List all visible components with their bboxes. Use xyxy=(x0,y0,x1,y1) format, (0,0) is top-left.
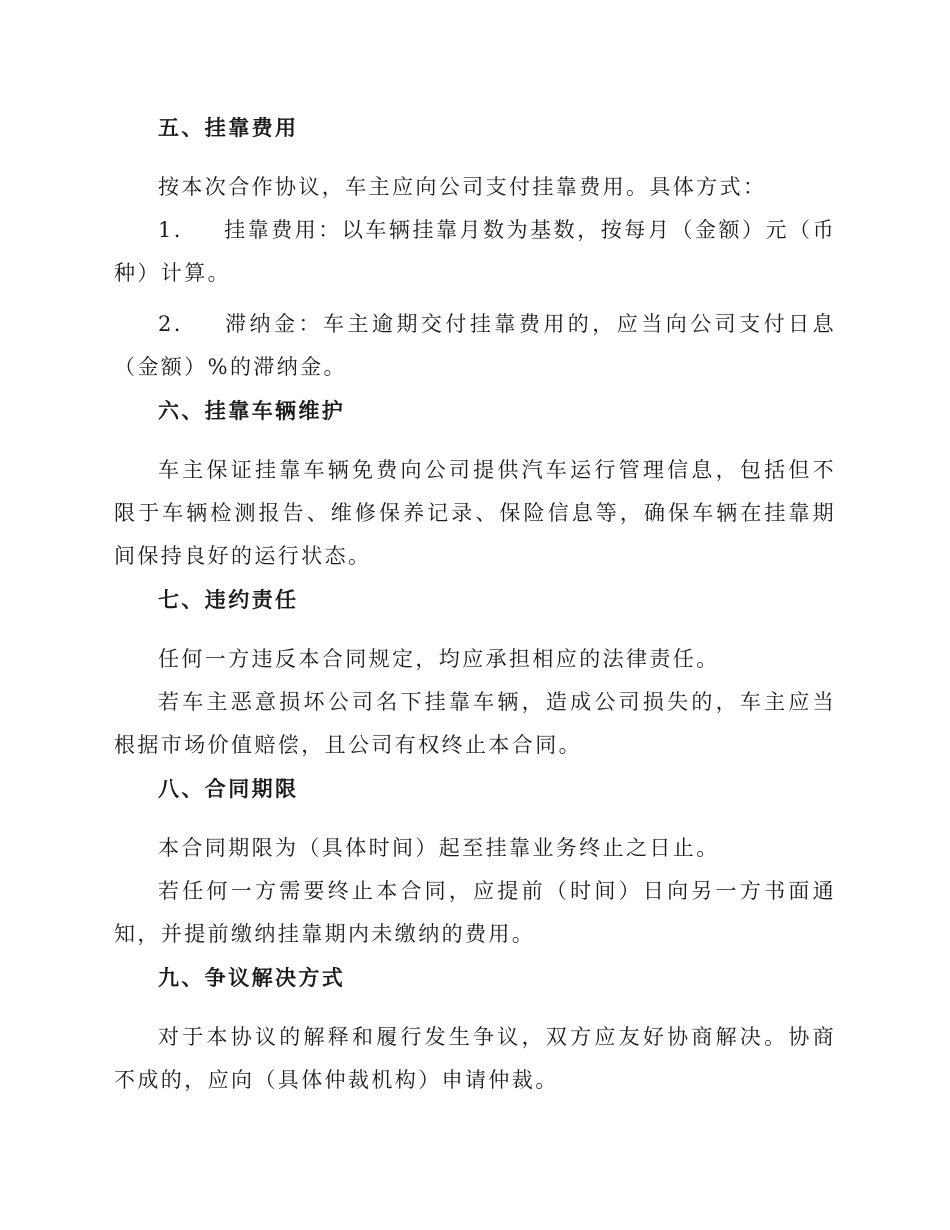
section-heading-fees: 五、挂靠费用 xyxy=(158,115,299,140)
section-fees-item-2 xyxy=(114,303,836,389)
list-item-text: 挂靠费用：以车辆挂靠月数为基数，按每月（金额）元（币种）计算。 xyxy=(114,218,836,285)
section-heading-maintenance: 六、挂靠车辆维护 xyxy=(158,398,346,423)
section-maintenance-paragraph: 车主保证挂靠车辆免费向公司提供汽车运行管理信息，包括但不限于车辆检测报告、维修保养记录、保险信息等，确保车辆在挂靠期间保持良好的运行状态。 xyxy=(114,458,836,568)
list-number: 1. xyxy=(158,218,183,242)
section-dispute-paragraph: 对于本协议的解释和履行发生争议，双方应友好协商解决。协商不成的，应向（具体仲裁机构）申请仲裁。 xyxy=(114,1025,836,1092)
list-number: 2. xyxy=(158,312,183,336)
section-heading-dispute: 九、争议解决方式 xyxy=(158,965,346,990)
section-heading-term: 八、合同期限 xyxy=(158,776,299,801)
document-body xyxy=(114,114,836,1108)
section-fees-item-1 xyxy=(114,209,836,295)
section-fees-intro: 按本次合作协议，车主应向公司支付挂靠费用。具体方式： xyxy=(158,175,767,199)
section-liability-paragraph-1: 任何一方违反本合同规定，均应承担相应的法律责任。 xyxy=(158,647,720,671)
section-term-paragraph-2: 若任何一方需要终止本合同，应提前（时间）日向另一方书面通知，并提前缴纳挂靠期内未缴纳的费用。 xyxy=(114,879,836,946)
section-term-paragraph-1: 本合同期限为（具体时间）起至挂靠业务终止之日止。 xyxy=(158,836,720,860)
list-item-text: 滞纳金：车主逾期交付挂靠费用的，应当向公司支付日息（金额）%的滞纳金。 xyxy=(114,312,836,379)
section-liability-paragraph-2: 若车主恶意损坏公司名下挂靠车辆，造成公司损失的，车主应当根据市场价值赔偿，且公司有权终止本合同。 xyxy=(114,690,836,757)
section-heading-liability: 七、违约责任 xyxy=(158,587,299,612)
